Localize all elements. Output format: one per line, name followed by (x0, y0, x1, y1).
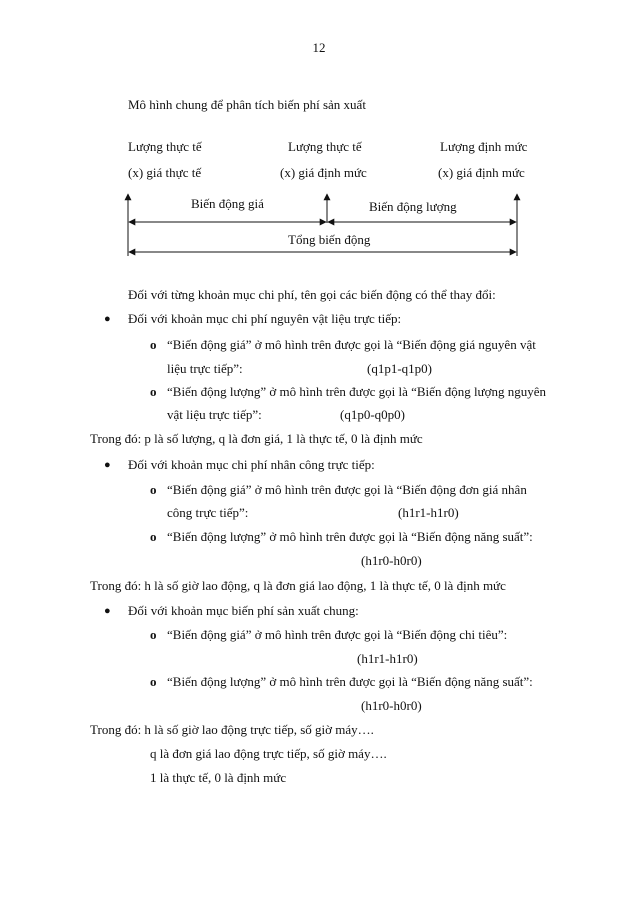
circle-bullet-icon: o (150, 337, 157, 352)
model-col3-line1: Lượng định mức (440, 139, 528, 154)
material-bullet: Đối với khoản mục chi phí nguyên vật liệu trực tiếp: (128, 311, 402, 326)
overhead-item1-line1: “Biến động giá” ở mô hình trên được gọi là “Biến động chi tiêu”: (167, 627, 508, 642)
material-item2-formula: (q1p0-q0p0) (340, 407, 405, 422)
bullet-icon: ● (104, 605, 111, 617)
labor-item2-line1: “Biến động lượng” ở mô hình trên được gọi là “Biến động năng suất”: (167, 529, 533, 544)
bullet-icon: ● (104, 313, 111, 325)
labor-item2-formula: (h1r0-h0r0) (361, 553, 422, 568)
circle-bullet-icon: o (150, 482, 157, 497)
labor-bullet: Đối với khoản mục chi phí nhân công trực tiếp: (128, 457, 375, 472)
model-heading: Mô hình chung để phân tích biến phí sản xuất (128, 97, 366, 112)
overhead-bullet: Đối với khoản mục biến phí sản xuất chung: (128, 603, 359, 618)
overhead-note-line2: q là đơn giá lao động trực tiếp, số giờ máy…. (150, 746, 387, 761)
material-item1-line1: “Biến động giá” ở mô hình trên được gọi là “Biến động giá nguyên vật (167, 337, 536, 352)
overhead-item1-formula: (h1r1-h1r0) (357, 651, 418, 666)
bullet-icon: ● (104, 459, 111, 471)
circle-bullet-icon: o (150, 674, 157, 689)
labor-item1-line2: công trực tiếp”: (167, 505, 249, 520)
material-item2-line2: vật liệu trực tiếp”: (167, 407, 262, 422)
price-variance-label: Biến động giá (188, 196, 267, 212)
material-item2-line1: “Biến động lượng” ở mô hình trên được gọi là “Biến động lượng nguyên (167, 384, 546, 399)
overhead-note-line3: 1 là thực tế, 0 là định mức (150, 770, 287, 785)
model-col1-line2: (x) giá thực tế (128, 165, 202, 180)
circle-bullet-icon: o (150, 384, 157, 399)
model-col2-line2: (x) giá định mức (280, 165, 367, 180)
model-col3-line2: (x) giá định mức (438, 165, 525, 180)
labor-note: Trong đó: h là số giờ lao động, q là đơn giá lao động, 1 là thực tế, 0 là định mức (90, 578, 506, 593)
material-item1-line2: liệu trực tiếp”: (167, 361, 243, 376)
total-variance-label: Tổng biến động (285, 232, 373, 248)
circle-bullet-icon: o (150, 627, 157, 642)
model-col1-line1: Lượng thực tế (128, 139, 202, 154)
overhead-item2-line1: “Biến động lượng” ở mô hình trên được gọi là “Biến động năng suất”: (167, 674, 533, 689)
circle-bullet-icon: o (150, 529, 157, 544)
labor-item1-line1: “Biến động giá” ở mô hình trên được gọi là “Biến động đơn giá nhân (167, 482, 527, 497)
overhead-note-line1: Trong đó: h là số giờ lao động trực tiếp, số giờ máy…. (90, 722, 374, 737)
model-col2-line1: Lượng thực tế (288, 139, 362, 154)
labor-item1-formula: (h1r1-h1r0) (398, 505, 459, 520)
quantity-variance-label: Biến động lượng (366, 199, 460, 215)
material-item1-formula: (q1p1-q1p0) (367, 361, 432, 376)
page-number: 12 (312, 40, 326, 55)
intro-text: Đối với từng khoản mục chi phí, tên gọi các biến động có thể thay đổi: (128, 287, 496, 302)
material-note: Trong đó: p là số lượng, q là đơn giá, 1 là thực tế, 0 là định mức (90, 431, 423, 446)
overhead-item2-formula: (h1r0-h0r0) (361, 698, 422, 713)
